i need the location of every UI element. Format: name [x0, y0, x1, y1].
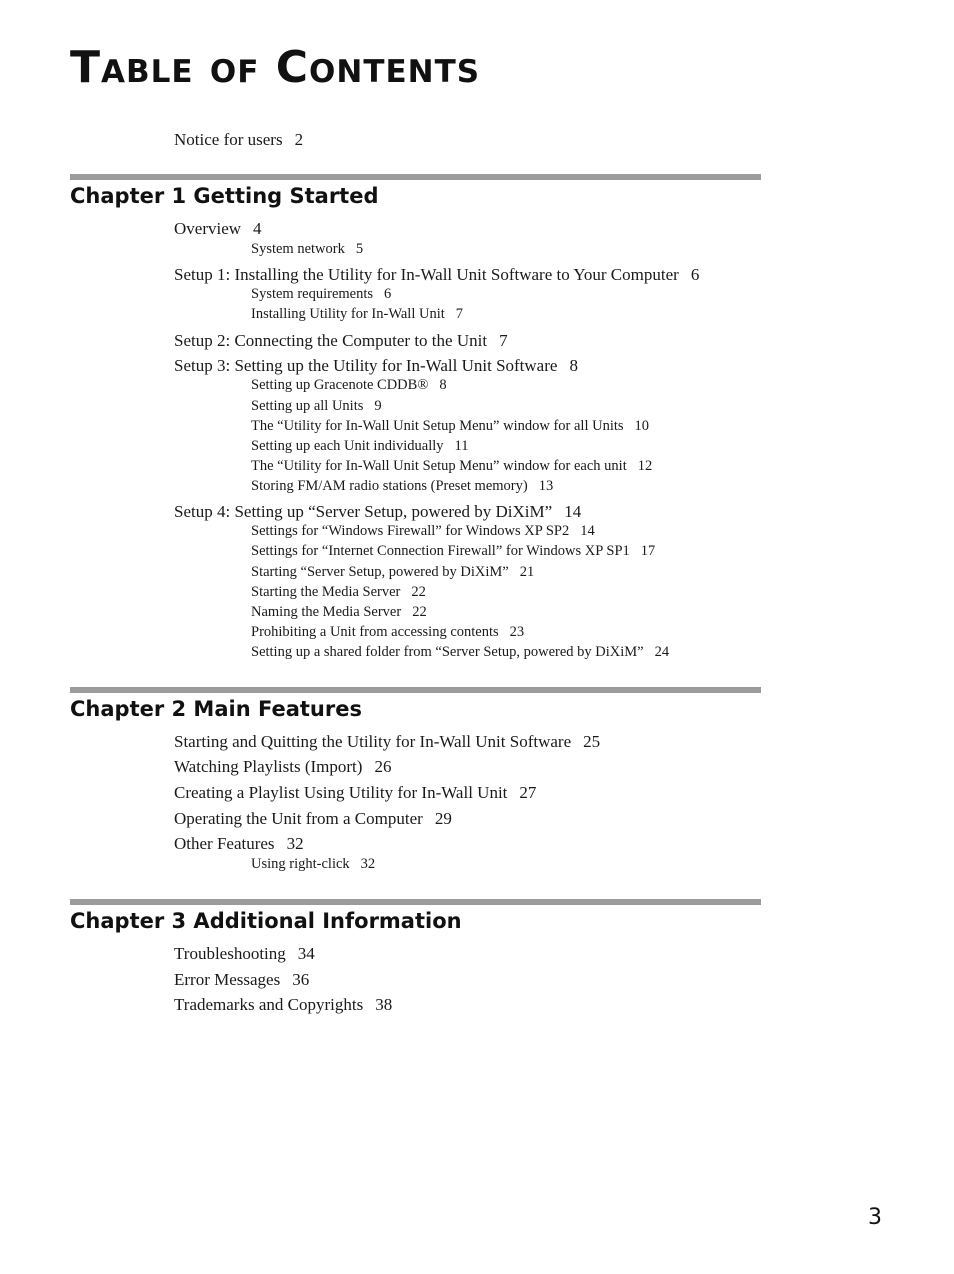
toc-entry-text: Settings for “Internet Connection Firewall” for Windows XP SP1 [251, 543, 630, 559]
toc-entry-text: Creating a Playlist Using Utility for In-Wall Unit [174, 783, 508, 802]
chapter-divider [70, 687, 761, 693]
chapter-heading: Chapter 2 Main Features [70, 697, 362, 721]
toc-entry-text: Setting up a shared folder from “Server Setup, powered by DiXiM” [251, 644, 644, 660]
toc-entry-text: Settings for “Windows Firewall” for Windows XP SP2 [251, 523, 570, 539]
toc-entry-page: 38 [375, 995, 393, 1014]
toc-entry-text: Prohibiting a Unit from accessing contents [251, 624, 499, 640]
toc-entry-text: Using right-click [251, 856, 350, 872]
toc-entry-text: The “Utility for In-Wall Unit Setup Menu” window for all Units [251, 418, 624, 434]
chapter-divider [70, 899, 761, 905]
toc-entry-text: Naming the Media Server [251, 604, 402, 620]
toc-entry-text: Watching Playlists (Import) [174, 757, 363, 776]
toc-entry-text: Trademarks and Copyrights [174, 995, 364, 1014]
toc-entry-page: 17 [640, 543, 656, 559]
toc-entry-page: 32 [360, 856, 376, 872]
toc-subentry[interactable] [251, 565, 534, 580]
toc-entry-text: Notice for users [174, 130, 283, 149]
toc-entry-text: Operating the Unit from a Computer [174, 809, 423, 828]
toc-entry-text: Setup 3: Setting up the Utility for In-Wall Unit Software [174, 356, 558, 375]
toc-entry-page: 7 [499, 331, 508, 350]
chapter-heading: Chapter 1 Getting Started [70, 184, 379, 208]
toc-subentry[interactable] [251, 287, 391, 302]
chapter-heading: Chapter 3 Additional Information [70, 909, 462, 933]
toc-entry-page: 11 [454, 438, 469, 454]
page-number: 3 [868, 1205, 882, 1230]
toc-entry-text: Other Features [174, 834, 275, 853]
toc-entry-page: 4 [253, 219, 262, 238]
toc-entry-page: 21 [519, 564, 535, 580]
toc-entry-page: 7 [455, 306, 463, 322]
toc-entry-page: 23 [509, 624, 525, 640]
toc-entry-page: 36 [292, 970, 310, 989]
toc-entry-page: 32 [286, 834, 304, 853]
toc-entry-text: Setup 1: Installing the Utility for In-Wall Unit Software to Your Computer [174, 265, 679, 284]
toc-entry-page: 29 [434, 809, 452, 828]
toc-entry-page: 5 [355, 241, 364, 257]
toc-entry-page: 9 [374, 398, 382, 414]
toc-entry-page: 26 [374, 757, 392, 776]
toc-subentry[interactable] [251, 605, 427, 620]
toc-subentry[interactable] [251, 459, 652, 474]
toc-subentry[interactable] [251, 625, 524, 640]
toc-subentry[interactable] [251, 378, 447, 393]
toc-entry-page: 2 [294, 130, 304, 149]
toc-entry-text: Installing Utility for In-Wall Unit [251, 306, 445, 322]
toc-entry-page: 12 [637, 458, 653, 474]
toc-entry[interactable] [174, 733, 600, 750]
toc-subentry[interactable] [251, 479, 553, 494]
toc-entry-page: 14 [580, 523, 595, 539]
toc-entry[interactable] [174, 810, 452, 827]
toc-entry-page: 13 [538, 478, 554, 494]
toc-entry-page: 6 [690, 265, 700, 284]
toc-entry-text: Troubleshooting [174, 944, 286, 963]
toc-entry[interactable] [174, 971, 309, 988]
toc-entry-page: 24 [654, 644, 670, 660]
toc-entry-text: System network [251, 241, 345, 257]
toc-entry-text: Starting “Server Setup, powered by DiXiM” [251, 564, 509, 580]
toc-entry-text: Starting and Quitting the Utility for In-Wall Unit Software [174, 732, 572, 751]
toc-subentry[interactable] [251, 585, 426, 600]
toc-entry-page: 25 [583, 732, 601, 751]
toc-entry[interactable] [174, 835, 304, 852]
toc-entry-text: Storing FM/AM radio stations (Preset memory) [251, 478, 528, 494]
page-title: Table of Contents [70, 42, 481, 93]
toc-entry-page: 14 [564, 502, 582, 521]
toc-entry-text: Setting up all Units [251, 398, 364, 414]
toc-entry-page: 8 [439, 377, 447, 393]
toc-entry-text: Overview [174, 219, 242, 238]
toc-entry-text: Setup 2: Connecting the Computer to the Unit [174, 331, 488, 350]
toc-entry[interactable] [174, 332, 508, 349]
toc-subentry[interactable] [251, 439, 468, 454]
toc-subentry[interactable] [251, 242, 363, 257]
toc-entry-text: The “Utility for In-Wall Unit Setup Menu” window for each unit [251, 458, 627, 474]
toc-entry-text: Setup 4: Setting up “Server Setup, powered by DiXiM” [174, 502, 553, 521]
toc-entry[interactable] [174, 503, 581, 520]
toc-subentry[interactable] [251, 419, 649, 434]
toc-entry-text: Starting the Media Server [251, 584, 401, 600]
toc-entry[interactable] [174, 266, 699, 283]
toc-entry[interactable] [174, 131, 303, 148]
chapter-divider [70, 174, 761, 180]
toc-entry[interactable] [174, 758, 391, 775]
toc-entry[interactable] [174, 996, 392, 1013]
toc-entry-text: Error Messages [174, 970, 281, 989]
toc-entry[interactable] [174, 784, 536, 801]
toc-entry-page: 27 [519, 783, 537, 802]
toc-subentry[interactable] [251, 544, 655, 559]
toc-entry-text: System requirements [251, 286, 374, 302]
toc-entry-text: Setting up each Unit individually [251, 438, 444, 454]
toc-subentry[interactable] [251, 857, 375, 872]
toc-entry-page: 34 [297, 944, 315, 963]
toc-entry-text: Setting up Gracenote CDDB® [251, 377, 429, 393]
toc-entry-page: 22 [411, 584, 426, 600]
toc-subentry[interactable] [251, 524, 595, 539]
toc-subentry[interactable] [251, 307, 463, 322]
toc-entry-page: 6 [384, 286, 392, 302]
toc-entry[interactable] [174, 945, 315, 962]
toc-subentry[interactable] [251, 645, 669, 660]
toc-entry-page: 22 [412, 604, 427, 620]
toc-entry-page: 8 [569, 356, 578, 375]
toc-entry[interactable] [174, 357, 578, 374]
toc-entry-page: 10 [634, 418, 650, 434]
toc-entry[interactable] [174, 220, 262, 237]
toc-subentry[interactable] [251, 399, 382, 414]
